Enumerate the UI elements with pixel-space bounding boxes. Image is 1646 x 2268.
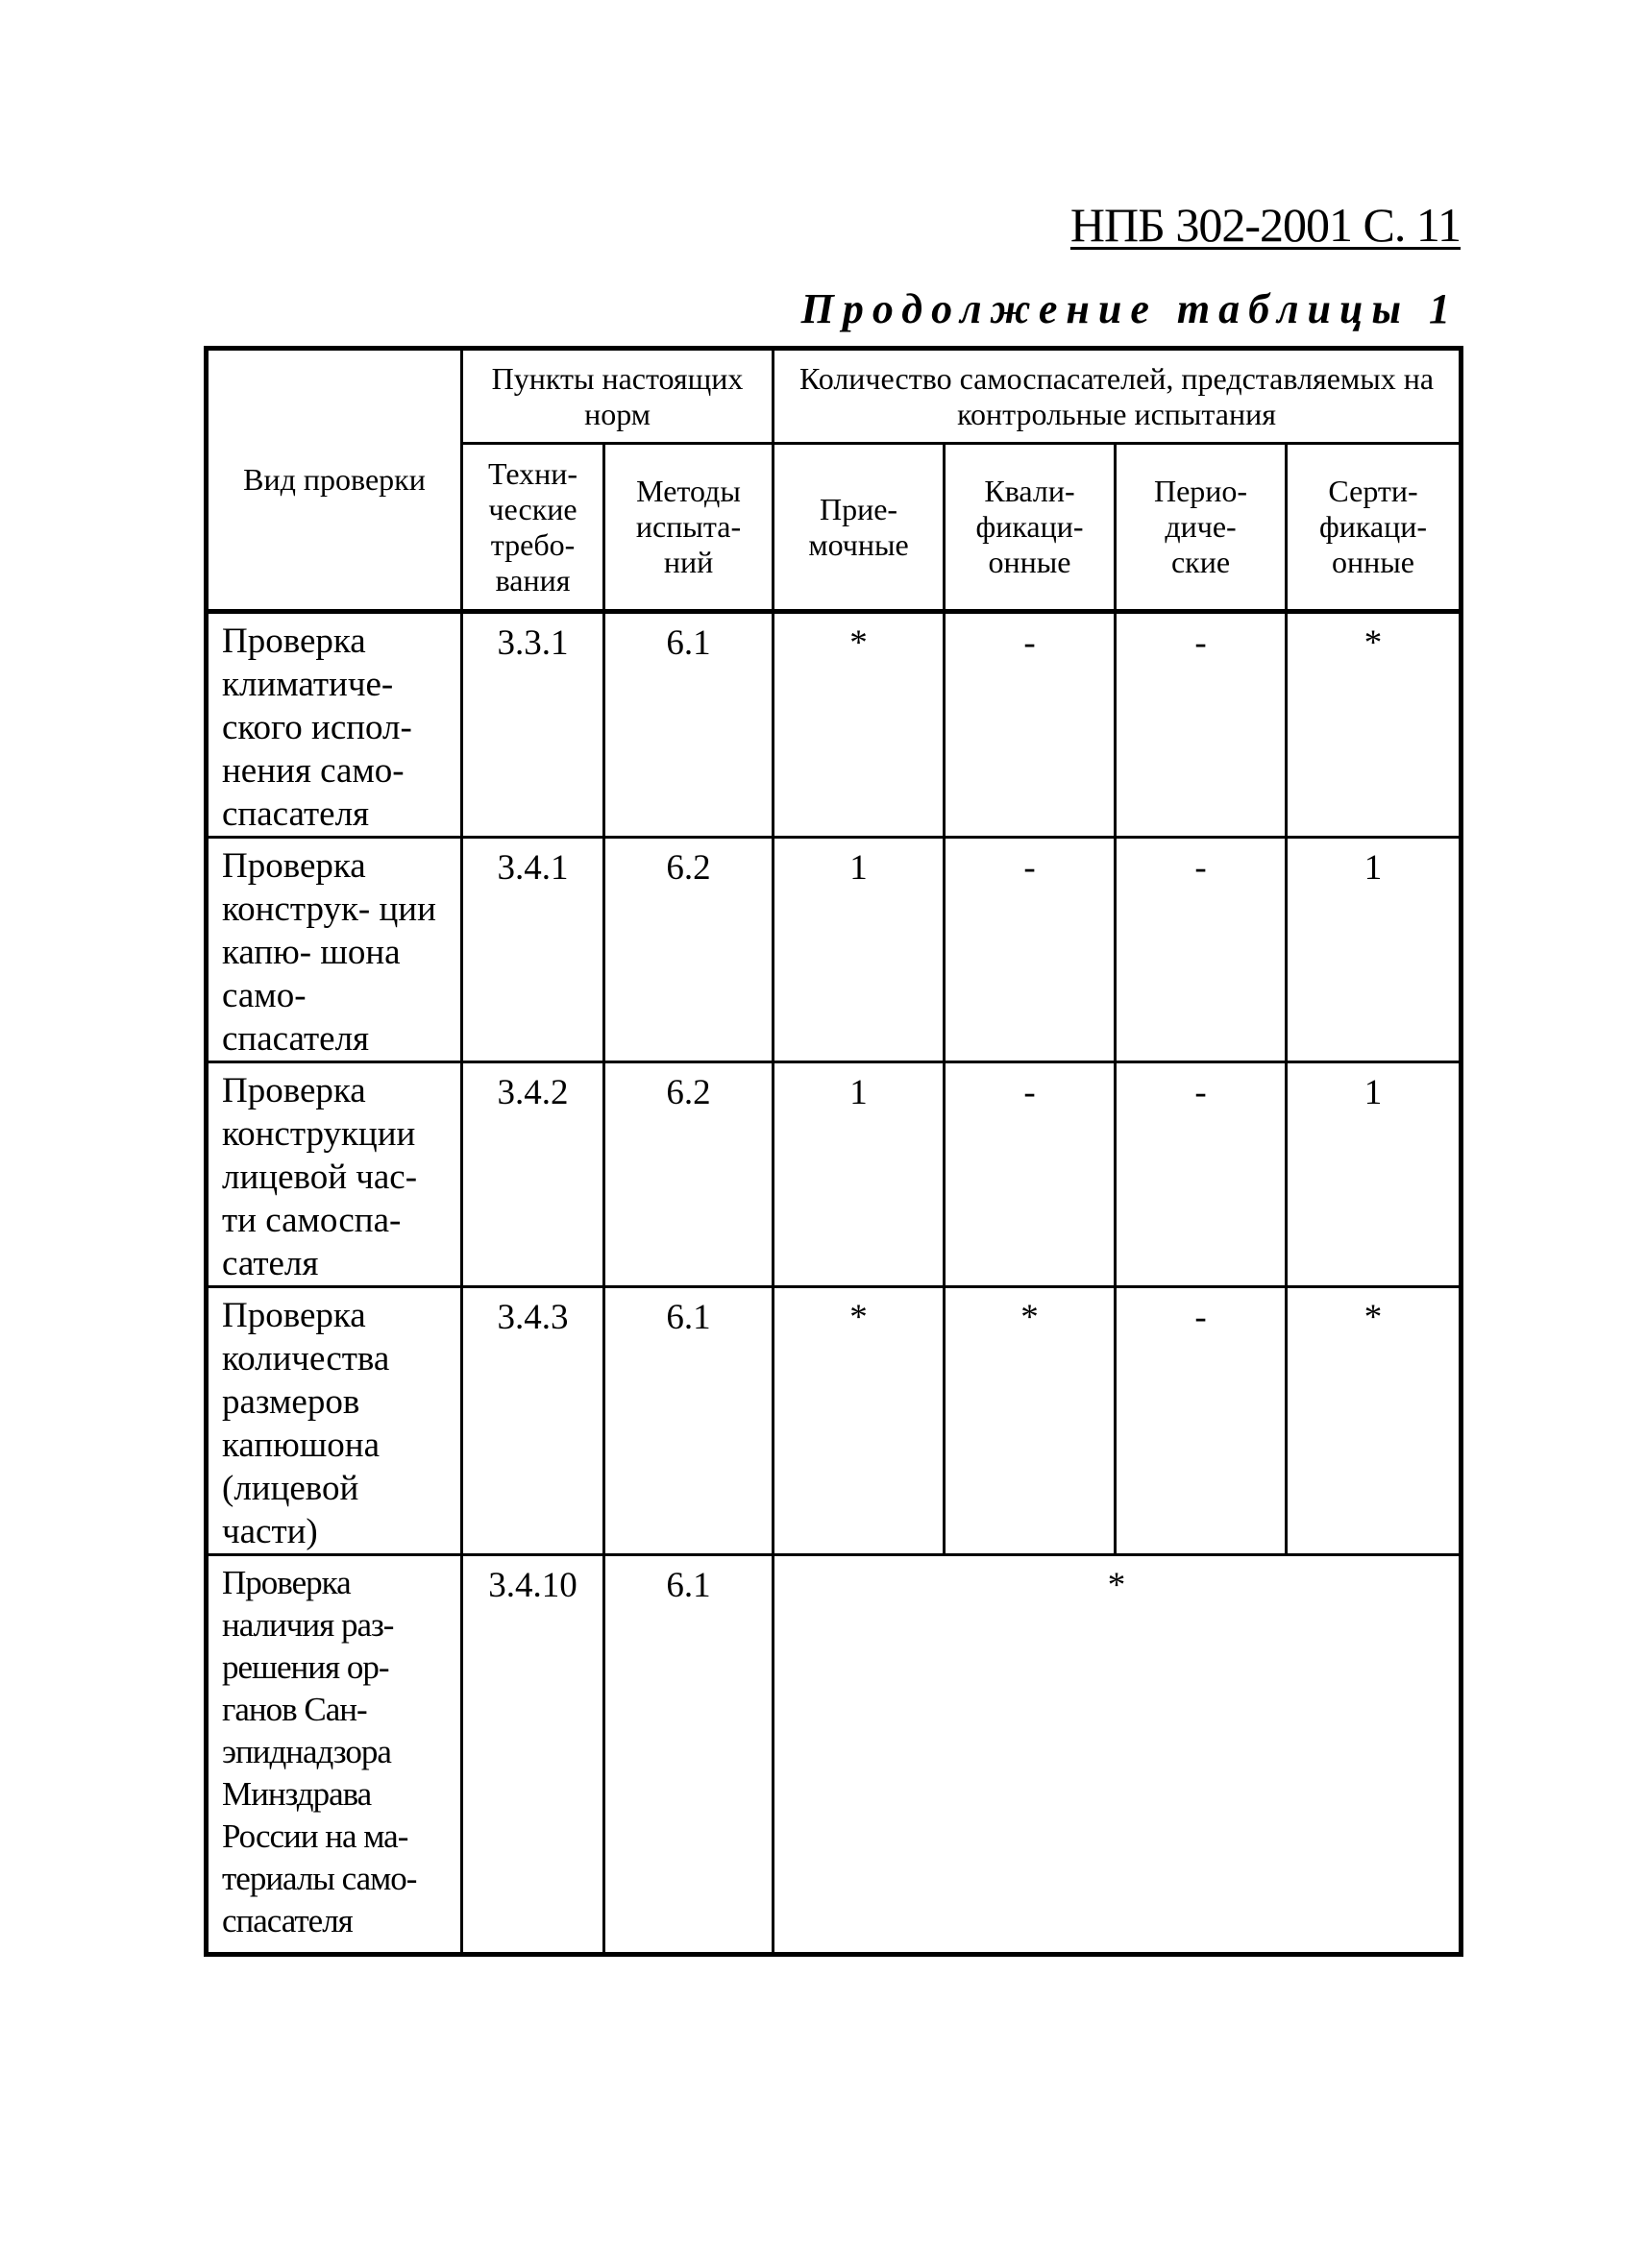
qualification-cell: - [945, 838, 1116, 1062]
periodic-cell: - [1116, 1287, 1287, 1555]
tech-req-cell: 3.4.3 [462, 1287, 604, 1555]
certification-cell: 1 [1287, 1062, 1462, 1287]
header-sample-count: Количество самоспасателей, представляемых на контрольные испытания [774, 349, 1462, 444]
header-check-type: Вид проверки [207, 349, 462, 612]
check-name: Проверка наличия раз- решения ор- ганов Сан- эпиднадзора Минздрава России на ма- териалы само- спасателя [207, 1555, 462, 1955]
method-cell: 6.1 [604, 612, 774, 838]
periodic-cell: - [1116, 612, 1287, 838]
acceptance-cell: * [774, 612, 945, 838]
method-cell: 6.2 [604, 1062, 774, 1287]
check-name: Проверка конструкции лицевой час- ти самоспа- сателя [207, 1062, 462, 1287]
inspection-table [204, 346, 1463, 1957]
qualification-cell: - [945, 1062, 1116, 1287]
tech-req-cell: 3.4.2 [462, 1062, 604, 1287]
method-cell: 6.1 [604, 1555, 774, 1955]
qualification-cell: * [945, 1287, 1116, 1555]
table-caption: Продолжение таблицы 1 [800, 285, 1459, 332]
table-row [207, 1062, 1462, 1287]
header-test-methods: Методы испыта- ний [604, 444, 774, 612]
document-reference: НПБ 302-2001 С. 11 [1069, 198, 1461, 252]
header-tech-requirements: Техни- ческие требо- вания [462, 444, 604, 612]
table-row [207, 838, 1462, 1062]
header-acceptance: Прие- мочные [774, 444, 945, 612]
certification-cell: * [1287, 612, 1462, 838]
certification-cell: * [1287, 1287, 1462, 1555]
certification-cell: 1 [1287, 838, 1462, 1062]
periodic-cell: - [1116, 838, 1287, 1062]
check-name: Проверка конструк- ции капю- шона само- спасателя [207, 838, 462, 1062]
tech-req-cell: 3.4.1 [462, 838, 604, 1062]
check-name: Проверка климатиче- ского испол- нения само- спасателя [207, 612, 462, 838]
header-periodic: Перио- диче- ские [1116, 444, 1287, 612]
sample-count-merged-cell: * [774, 1555, 1462, 1955]
header-norm-points: Пункты настоящих норм [462, 349, 774, 444]
check-name: Проверка количества размеров капюшона (лицевой части) [207, 1287, 462, 1555]
table-row [207, 1555, 1462, 1955]
qualification-cell: - [945, 612, 1116, 838]
table-row [207, 612, 1462, 838]
tech-req-cell: 3.4.10 [462, 1555, 604, 1955]
method-cell: 6.1 [604, 1287, 774, 1555]
acceptance-cell: 1 [774, 838, 945, 1062]
periodic-cell: - [1116, 1062, 1287, 1287]
acceptance-cell: * [774, 1287, 945, 1555]
tech-req-cell: 3.3.1 [462, 612, 604, 838]
header-qualification: Квали- фикаци- онные [945, 444, 1116, 612]
acceptance-cell: 1 [774, 1062, 945, 1287]
method-cell: 6.2 [604, 838, 774, 1062]
header-certification: Серти- фикаци- онные [1287, 444, 1462, 612]
table-row [207, 1287, 1462, 1555]
